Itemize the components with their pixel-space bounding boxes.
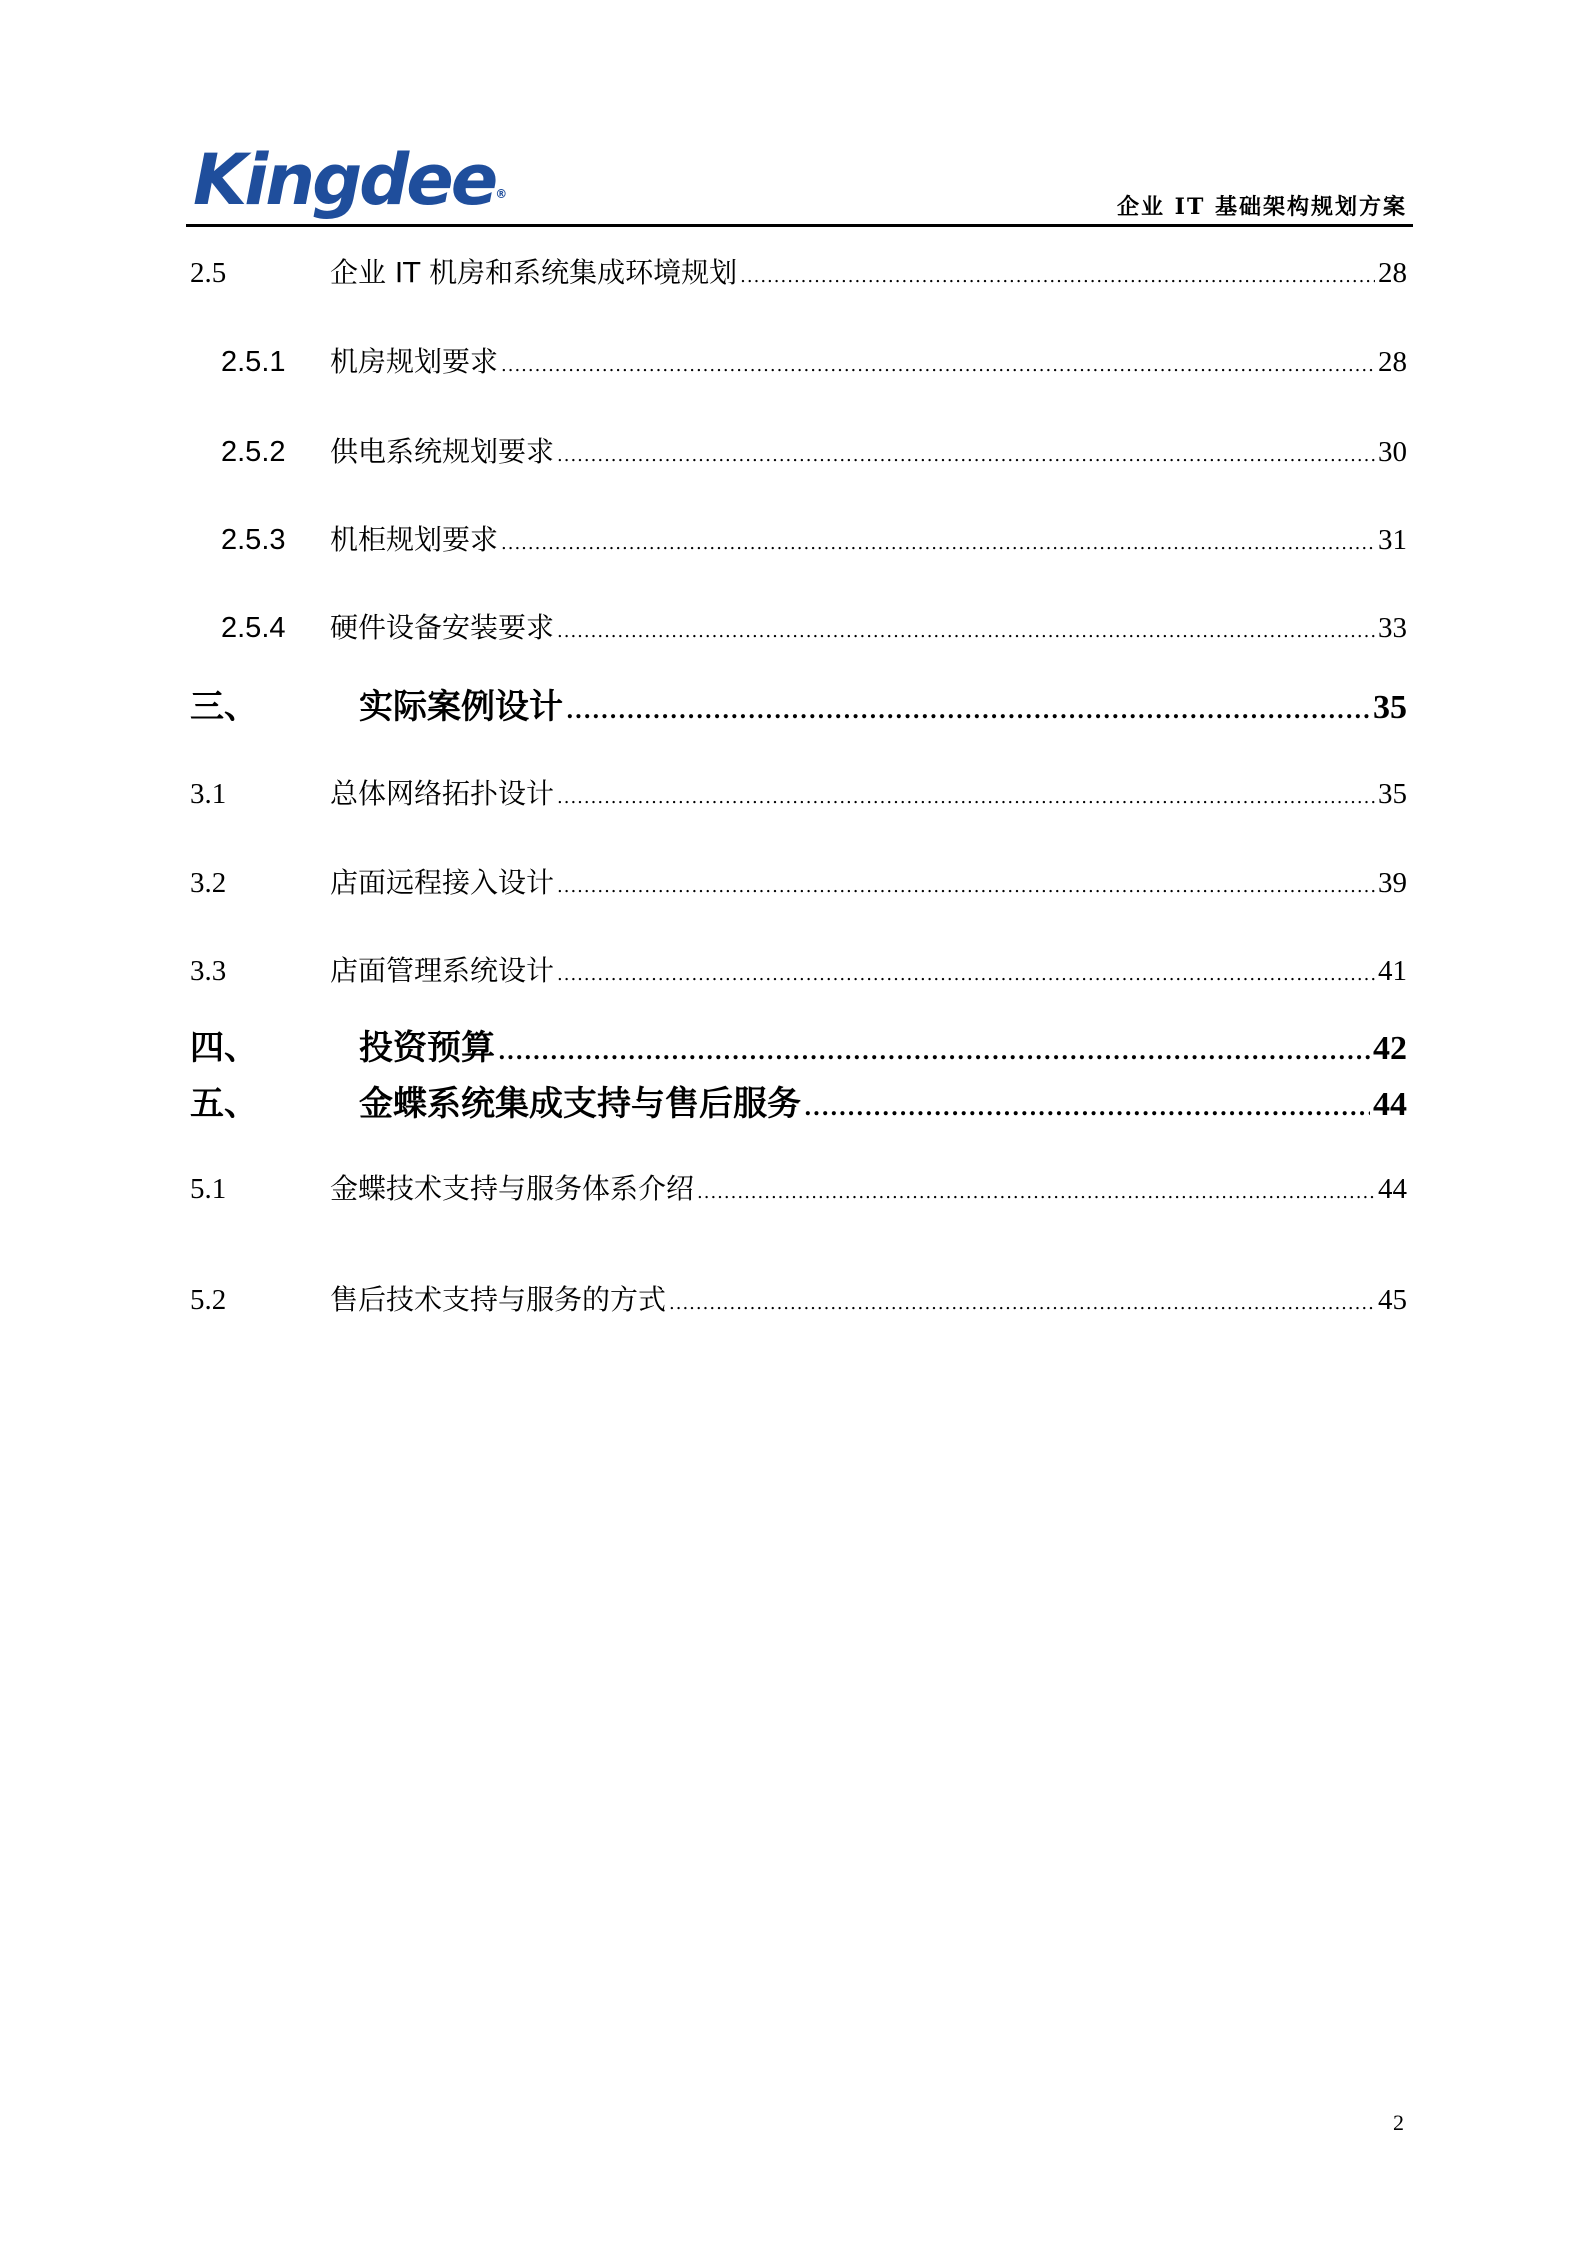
toc-entry[interactable] (190, 949, 1407, 993)
toc-entry[interactable] (190, 251, 1407, 295)
toc-page: 35 (1378, 778, 1407, 810)
toc-page: 42 (1373, 1030, 1407, 1067)
dot-leader (557, 434, 1375, 478)
toc-number: 四、 (190, 1028, 258, 1068)
toc-page: 28 (1378, 257, 1407, 289)
toc-title: 企业 IT 机房和系统集成环境规划 (330, 256, 738, 289)
header-divider (186, 224, 1413, 227)
toc-entry[interactable] (190, 1167, 1407, 1211)
toc-title: 售后技术支持与服务的方式 (330, 1283, 667, 1316)
dot-leader (566, 689, 1370, 733)
toc-title: 机柜规划要求 (330, 523, 499, 556)
toc-page: 41 (1378, 955, 1407, 987)
toc-title: 实际案例设计 (359, 687, 563, 727)
toc-title: 机房规划要求 (330, 345, 499, 378)
dot-leader (501, 522, 1375, 566)
toc-chapter-entry[interactable] (190, 685, 1407, 729)
dot-leader (557, 776, 1375, 820)
toc-number: 5.2 (190, 1284, 227, 1316)
toc-title: 店面远程接入设计 (330, 866, 555, 899)
toc-number: 五、 (190, 1084, 258, 1124)
dot-leader (557, 610, 1375, 654)
toc-entry[interactable] (190, 861, 1407, 905)
toc-number: 3.1 (190, 778, 227, 810)
toc-entry[interactable] (190, 606, 1407, 650)
toc-title: 店面管理系统设计 (330, 954, 555, 987)
toc-number: 三、 (190, 687, 258, 727)
toc-page: 28 (1378, 346, 1407, 378)
dot-leader (669, 1282, 1375, 1326)
toc-entry[interactable] (190, 772, 1407, 816)
toc-number: 2.5.4 (221, 612, 286, 644)
toc-page: 44 (1373, 1086, 1407, 1123)
toc-page: 44 (1378, 1173, 1407, 1205)
dot-leader (557, 865, 1375, 909)
dot-leader (501, 344, 1375, 388)
toc-number: 3.2 (190, 867, 227, 899)
toc-title: 总体网络拓扑设计 (330, 777, 555, 810)
toc-entry[interactable] (190, 430, 1407, 474)
dot-leader (557, 953, 1375, 997)
toc-title: 金蝶技术支持与服务体系介绍 (330, 1172, 695, 1205)
toc-title: 硬件设备安装要求 (330, 611, 555, 644)
toc-entry[interactable] (190, 340, 1407, 384)
toc-number: 2.5.3 (221, 524, 286, 556)
toc-page: 30 (1378, 436, 1407, 468)
toc-page: 39 (1378, 867, 1407, 899)
kingdee-logo: Kingdee® (193, 139, 508, 221)
toc-number: 2.5.1 (221, 346, 286, 378)
toc-title: 供电系统规划要求 (330, 435, 555, 468)
toc-chapter-entry[interactable] (190, 1026, 1407, 1070)
toc-entry[interactable] (190, 518, 1407, 562)
page-number: 2 (1393, 2110, 1404, 2135)
toc-number: 2.5 (190, 257, 227, 289)
document-title: 企业 IT 基础架构规划方案 (1117, 194, 1407, 220)
toc-entry[interactable] (190, 1278, 1407, 1322)
toc-number: 3.3 (190, 955, 227, 987)
toc-title: 投资预算 (359, 1028, 495, 1068)
toc-page: 35 (1373, 689, 1407, 726)
toc-page: 31 (1378, 524, 1407, 556)
dot-leader (804, 1086, 1370, 1130)
toc-number: 2.5.2 (221, 436, 286, 468)
toc-page: 45 (1378, 1284, 1407, 1316)
toc-number: 5.1 (190, 1173, 227, 1205)
dot-leader (697, 1171, 1375, 1215)
dot-leader (740, 255, 1375, 299)
dot-leader (498, 1030, 1370, 1074)
toc-title: 金蝶系统集成支持与售后服务 (359, 1084, 801, 1124)
toc-page: 33 (1378, 612, 1407, 644)
toc-chapter-entry[interactable] (190, 1082, 1407, 1126)
